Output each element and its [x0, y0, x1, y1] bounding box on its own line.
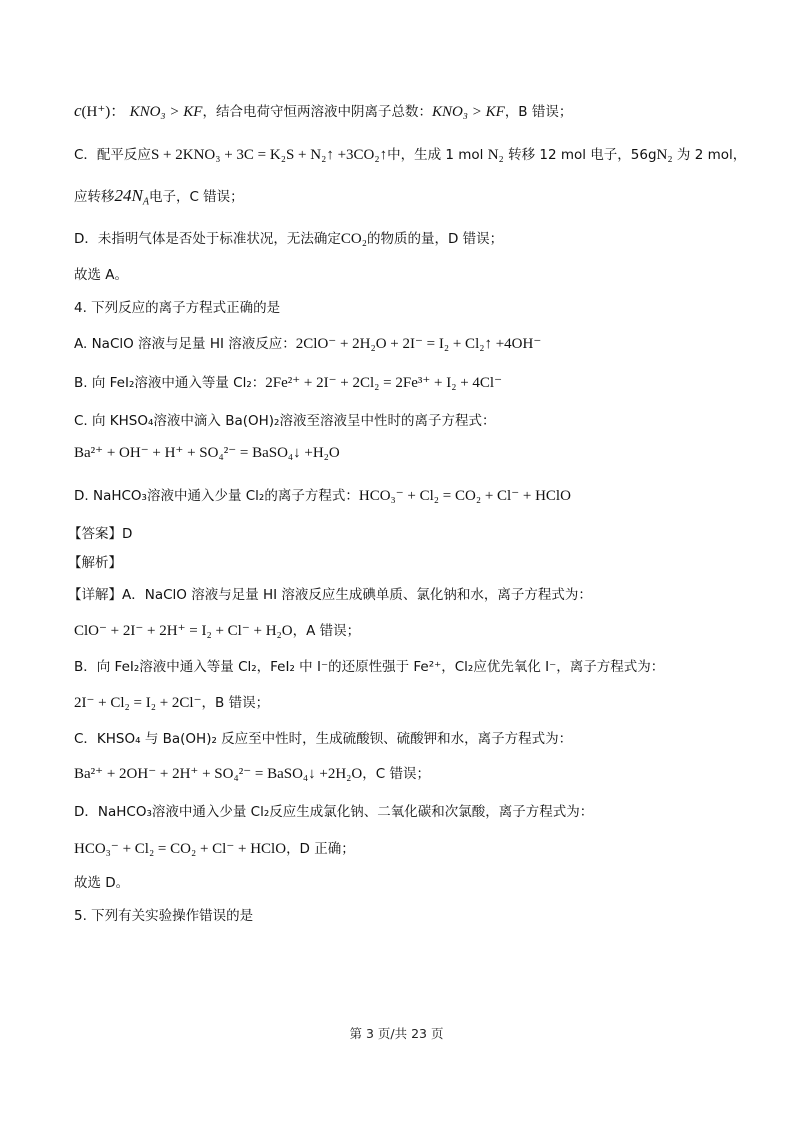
option-b: B. 向 FeI₂溶液中通入等量 Cl₂：2Fe²⁺ + 2I⁻ + 2Cl₂ = 2Fe³⁺ + I₂ + 4Cl⁻	[74, 375, 503, 391]
page-footer: 第 3 页/共 23 页	[349, 1026, 444, 1041]
option-d: D. NaHCO₃溶液中通入少量 Cl₂的离子方程式：HCO₃⁻ + Cl₂ = CO₂ + Cl⁻ + HClO	[74, 488, 571, 504]
analysis-label: 【解析】	[68, 555, 122, 571]
detail-d: D．NaHCO₃溶液中通入少量 Cl₂反应生成氯化钠、二氧化碳和次氯酸，离子方程式为：	[74, 804, 594, 820]
detail-a: 【详解】A．NaClO 溶液与足量 HI 溶液反应生成碘单质、氯化钠和水，离子方程式为：	[68, 587, 592, 603]
detail-a-equation: ClO⁻ + 2I⁻ + 2H⁺ = I₂ + Cl⁻ + H₂O，A 错误；	[74, 623, 361, 639]
detail-b: B．向 FeI₂溶液中通入等量 Cl₂，FeI₂ 中 I⁻的还原性强于 Fe²⁺，Cl₂应优先氧化 I⁻，离子方程式为：	[74, 659, 665, 675]
option-a: A. NaClO 溶液与足量 HI 溶液反应：2ClO⁻ + 2H₂O + 2I⁻ = I₂ + Cl₂↑ +4OH⁻	[74, 336, 542, 352]
text-line-5: 故选 A。	[74, 267, 129, 283]
option-c: C. 向 KHSO₄溶液中滴入 Ba(OH)₂溶液至溶液呈中性时的离子方程式：	[74, 413, 496, 429]
text-line-2: C．配平反应S + 2KNO₃ + 3C = K₂S + N₂↑ +3CO₂↑中，生成 1 mol N₂ 转移 12 mol 电子，56gN₂ 为 2 mol，	[74, 147, 747, 163]
question-5-stem: 5. 下列有关实验操作错误的是	[74, 908, 254, 924]
detail-d-equation: HCO₃⁻ + Cl₂ = CO₂ + Cl⁻ + HClO，D 正确；	[74, 841, 355, 857]
answer-label: 【答案】D	[68, 526, 133, 542]
text-line-1: c(H⁺)： KNO₃ > KF，结合电荷守恒两溶液中阴离子总数：KNO₃ > KF，B 错误；	[74, 101, 573, 120]
detail-c: C．KHSO₄ 与 Ba(OH)₂ 反应至中性时，生成硫酸钡、硫酸钾和水，离子方程式为：	[74, 731, 573, 747]
detail-b-equation: 2I⁻ + Cl₂ = I₂ + 2Cl⁻，B 错误；	[74, 695, 270, 711]
option-c-equation: Ba²⁺ + OH⁻ + H⁺ + SO₄²⁻ = BaSO₄↓ +H₂O	[74, 445, 340, 461]
text-line-3: 应转移$24N_A$电子，C 错误；	[74, 186, 244, 208]
question-4-stem: 4. 下列反应的离子方程式正确的是	[74, 300, 281, 316]
text-line-4: D．未指明气体是否处于标准状况，无法确定CO₂的物质的量，D 错误；	[74, 231, 504, 247]
conclusion: 故选 D。	[74, 875, 130, 891]
detail-c-equation: Ba²⁺ + 2OH⁻ + 2H⁺ + SO₄²⁻ = BaSO₄↓ +2H₂O，C 错误；	[74, 766, 430, 782]
